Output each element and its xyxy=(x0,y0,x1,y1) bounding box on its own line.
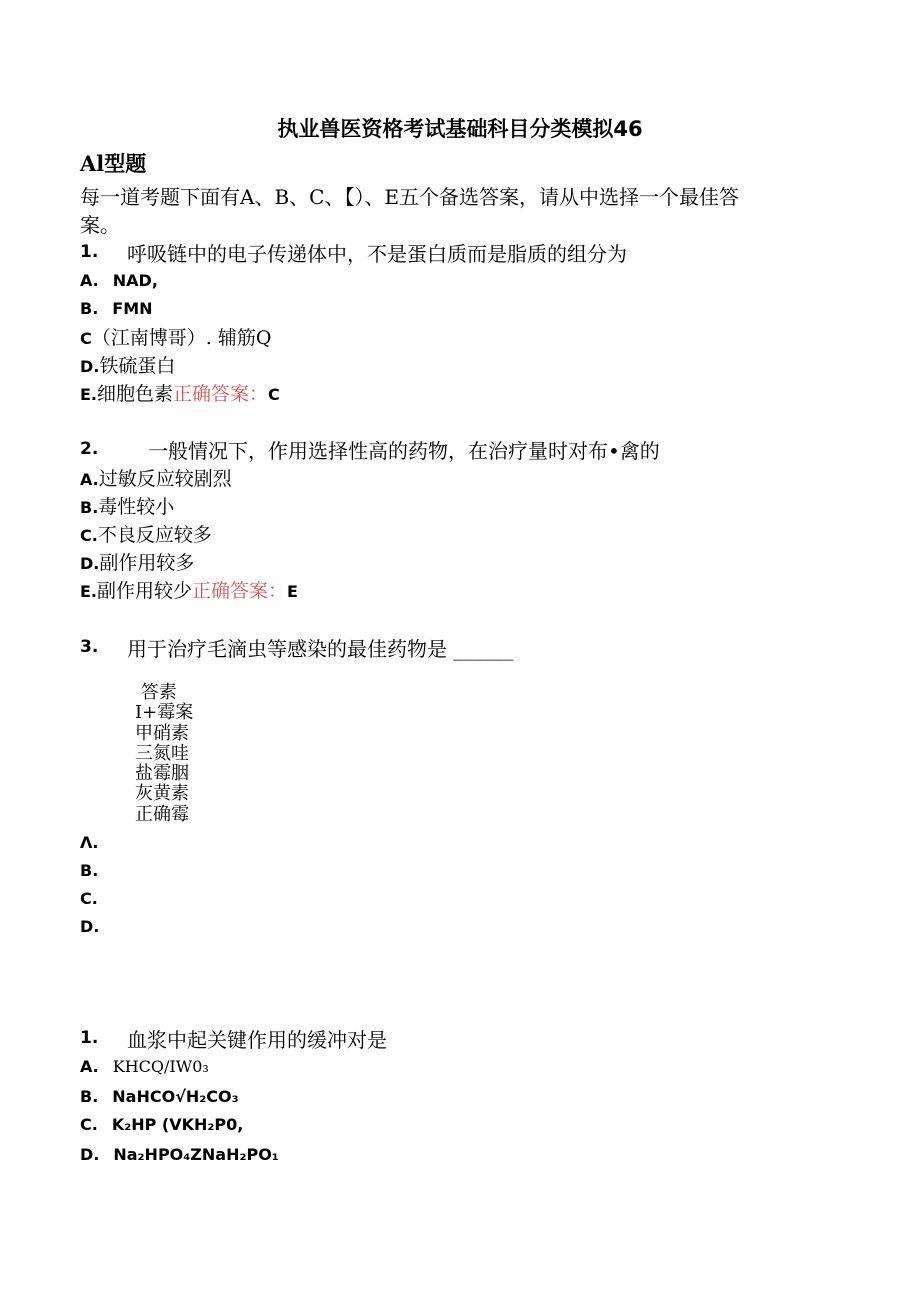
instructions-line-1: 每一道考题下面有A、B、C、【）、E五个备选答案，请从中选择一个最佳答 xyxy=(80,185,740,209)
option-text: NaHCO√H₂CO₃ xyxy=(112,1087,239,1106)
stack-line: 三氮哇 xyxy=(135,742,189,764)
answer-value: C xyxy=(268,385,280,404)
answer-label: 正确答案： xyxy=(192,580,288,602)
option-text: 副作用较多 xyxy=(99,552,195,574)
option-b xyxy=(80,492,174,519)
option-text: Na₂HPO₄ZNaH₂PO₁ xyxy=(113,1145,279,1164)
option-c xyxy=(80,520,212,547)
option-text: 毒性较小 xyxy=(98,496,175,518)
option-d xyxy=(80,351,175,378)
option-c xyxy=(80,1113,243,1135)
option-label: B. xyxy=(80,498,99,517)
question-text: 血浆中起关键作用的缓冲对是 xyxy=(127,1028,387,1052)
option-text: FMN xyxy=(112,299,153,318)
question-text: 一般情况下，作用选择性高的药物，在治疗量时对布•禽的 xyxy=(148,439,660,463)
instructions-line-2: 案。 xyxy=(80,213,120,237)
option-text: （江南博哥）. 辅筋Q xyxy=(91,327,272,349)
answer-value: E xyxy=(287,582,298,601)
option-text: K₂HP (VKH₂P0, xyxy=(111,1115,244,1134)
question-text: 呼吸链中的电子传递体中，不是蛋白质而是脂质的组分为 xyxy=(127,242,627,266)
option-label: E. xyxy=(80,385,98,404)
option-e xyxy=(80,379,280,406)
option-label: Λ. xyxy=(80,833,99,852)
option-b xyxy=(80,1085,239,1107)
option-d xyxy=(80,915,99,937)
stack-line: 答素 xyxy=(135,682,177,703)
option-text: KHCQ/IW0₃ xyxy=(112,1057,209,1076)
option-label: C. xyxy=(80,526,98,545)
page-title: 执业兽医资格考试基础科目分类模拟46 xyxy=(277,117,643,141)
garbled-option-stack xyxy=(135,683,193,825)
option-a xyxy=(80,831,98,853)
question-number: 2. xyxy=(80,439,99,459)
option-label: C. xyxy=(80,889,98,908)
option-b xyxy=(80,297,153,319)
question-number: 1. xyxy=(80,1028,99,1048)
question-number: 3. xyxy=(80,637,99,657)
option-text: 不良反应较多 xyxy=(97,524,212,546)
stack-line: 盐霉胭 xyxy=(135,763,189,785)
option-label: D. xyxy=(80,357,100,376)
option-label: A. xyxy=(80,1057,99,1076)
option-a xyxy=(80,1055,209,1077)
option-text: 副作用较少 xyxy=(97,580,193,602)
option-e xyxy=(80,576,298,603)
option-text: 铁硫蛋白 xyxy=(99,355,176,377)
answer-label: 正确答案： xyxy=(173,383,269,405)
option-label: C. xyxy=(80,1115,98,1134)
option-d xyxy=(80,548,194,575)
option-label: A. xyxy=(80,271,99,290)
stack-line: 甲硝素 xyxy=(135,722,189,744)
stack-line: I+霉案 xyxy=(135,702,194,724)
option-label: B. xyxy=(80,1087,99,1106)
option-c xyxy=(80,887,98,909)
section-heading: Al型题 xyxy=(80,151,147,176)
option-label: E. xyxy=(80,582,98,601)
option-a xyxy=(80,464,232,491)
option-b xyxy=(80,859,98,881)
question-number: 1. xyxy=(80,242,99,262)
option-label: D. xyxy=(80,554,100,573)
option-text: NAD, xyxy=(112,271,158,290)
option-label: B. xyxy=(80,861,99,880)
stack-line: 灰黄素 xyxy=(135,783,189,805)
option-text: 细胞色素 xyxy=(97,383,174,405)
option-label: C xyxy=(80,329,92,348)
option-label: A. xyxy=(80,470,99,489)
option-a xyxy=(80,269,158,291)
option-label: D. xyxy=(80,917,100,936)
option-label: D. xyxy=(80,1145,100,1164)
option-d xyxy=(80,1143,279,1165)
option-label: B. xyxy=(80,299,99,318)
question-text: 用于治疗毛滴虫等感染的最佳药物是 ______ xyxy=(127,637,514,661)
option-c xyxy=(80,323,271,350)
option-text: 过敏反应较剧烈 xyxy=(98,468,232,490)
stack-line: 正确霉 xyxy=(135,803,189,825)
